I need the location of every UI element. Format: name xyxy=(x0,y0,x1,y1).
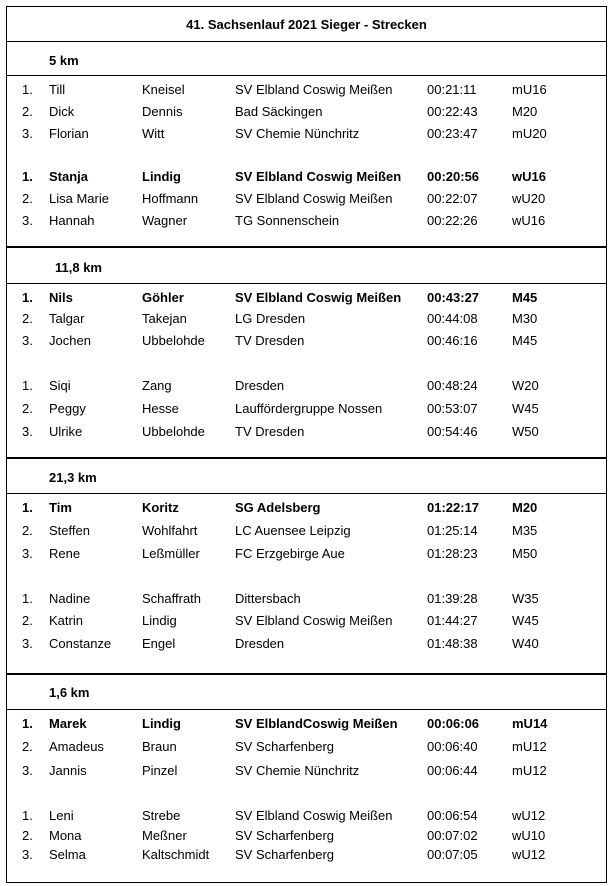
club-cell: TV Dresden xyxy=(235,424,305,439)
category-cell: W35 xyxy=(512,591,539,606)
table-row xyxy=(7,613,606,633)
document-title: 41. Sachsenlauf 2021 Sieger - Strecken xyxy=(186,17,427,32)
time-cell: 00:54:46 xyxy=(427,424,478,439)
time-cell: 00:46:16 xyxy=(427,333,478,348)
category-cell: mU12 xyxy=(512,763,547,778)
first-name-cell: Peggy xyxy=(49,401,86,416)
first-name-cell: Leni xyxy=(49,808,74,823)
table-row xyxy=(7,191,606,211)
time-cell: 01:48:38 xyxy=(427,636,478,651)
divider xyxy=(7,457,606,459)
last-name-cell: Braun xyxy=(142,739,177,754)
table-row xyxy=(7,636,606,656)
category-cell: M45 xyxy=(512,333,538,348)
section-heading: 21,3 km xyxy=(49,470,97,485)
table-row xyxy=(7,828,606,848)
first-name-cell: Ulrike xyxy=(49,424,83,439)
club-cell: SV Chemie Nünchritz xyxy=(235,763,360,778)
club-cell: Dresden xyxy=(235,378,285,393)
section-heading: 5 km xyxy=(49,53,79,68)
time-cell: 01:39:28 xyxy=(427,591,478,606)
divider xyxy=(7,709,606,710)
last-name-cell: Meßner xyxy=(142,828,187,843)
last-name-cell: Wagner xyxy=(142,213,188,228)
rank-cell: 3. xyxy=(22,126,33,141)
category-cell: W40 xyxy=(512,636,539,651)
club-cell: SV Elbland Coswig Meißen xyxy=(235,613,393,628)
time-cell: 00:06:44 xyxy=(427,763,478,778)
club-cell: SV Chemie Nünchritz xyxy=(235,126,360,141)
divider xyxy=(7,41,606,42)
last-name-cell: Dennis xyxy=(142,104,183,119)
table-row xyxy=(7,591,606,611)
time-cell: 00:53:07 xyxy=(427,401,478,416)
divider xyxy=(7,493,606,494)
category-cell: mU14 xyxy=(512,716,548,731)
table-row xyxy=(7,401,606,421)
time-cell: 00:07:05 xyxy=(427,847,478,862)
first-name-cell: Selma xyxy=(49,847,86,862)
time-cell: 00:22:07 xyxy=(427,191,478,206)
category-cell: mU20 xyxy=(512,126,547,141)
time-cell: 00:06:06 xyxy=(427,716,480,731)
table-row xyxy=(7,311,606,331)
club-cell: SV Scharfenberg xyxy=(235,739,335,754)
last-name-cell: Takejan xyxy=(142,311,187,326)
category-cell: wU16 xyxy=(512,169,546,184)
last-name-cell: Lindig xyxy=(142,169,181,184)
category-cell: M20 xyxy=(512,500,538,515)
rank-cell: 1. xyxy=(22,82,33,97)
table-row xyxy=(7,739,606,759)
club-cell: Bad Säckingen xyxy=(235,104,323,119)
time-cell: 01:22:17 xyxy=(427,500,480,515)
first-name-cell: Constanze xyxy=(49,636,112,651)
club-cell: SV Elbland Coswig Meißen xyxy=(235,169,402,184)
first-name-cell: Hannah xyxy=(49,213,95,228)
first-name-cell: Florian xyxy=(49,126,89,141)
table-row xyxy=(7,378,606,398)
time-cell: 00:48:24 xyxy=(427,378,478,393)
rank-cell: 3. xyxy=(22,636,33,651)
rank-cell: 3. xyxy=(22,546,33,561)
last-name-cell: Lindig xyxy=(142,716,181,731)
rank-cell: 1. xyxy=(22,591,33,606)
club-cell: FC Erzgebirge Aue xyxy=(235,546,345,561)
rank-cell: 1. xyxy=(22,378,33,393)
category-cell: wU20 xyxy=(512,191,546,206)
table-row xyxy=(7,716,606,736)
first-name-cell: Tim xyxy=(49,500,72,515)
time-cell: 00:43:27 xyxy=(427,290,480,305)
club-cell: SV Scharfenberg xyxy=(235,847,335,862)
club-cell: Dittersbach xyxy=(235,591,301,606)
rank-cell: 3. xyxy=(22,213,33,228)
table-row xyxy=(7,213,606,233)
last-name-cell: Hoffmann xyxy=(142,191,199,206)
divider xyxy=(7,673,606,675)
category-cell: wU12 xyxy=(512,808,546,823)
time-cell: 01:44:27 xyxy=(427,613,478,628)
club-cell: TV Dresden xyxy=(235,333,305,348)
last-name-cell: Hesse xyxy=(142,401,179,416)
last-name-cell: Koritz xyxy=(142,500,179,515)
time-cell: 01:25:14 xyxy=(427,523,478,538)
rank-cell: 1. xyxy=(22,716,33,731)
last-name-cell: Schaffrath xyxy=(142,591,202,606)
first-name-cell: Nils xyxy=(49,290,73,305)
first-name-cell: Mona xyxy=(49,828,82,843)
section-heading: 11,8 km xyxy=(55,260,102,275)
table-row xyxy=(7,290,606,310)
first-name-cell: Marek xyxy=(49,716,87,731)
divider xyxy=(7,75,606,76)
rank-cell: 3. xyxy=(22,763,33,778)
last-name-cell: Kneisel xyxy=(142,82,185,97)
table-row xyxy=(7,500,606,520)
rank-cell: 3. xyxy=(22,847,33,862)
time-cell: 00:06:40 xyxy=(427,739,478,754)
divider xyxy=(7,246,606,248)
first-name-cell: Till xyxy=(49,82,66,97)
table-row xyxy=(7,847,606,867)
rank-cell: 2. xyxy=(22,401,33,416)
last-name-cell: Kaltschmidt xyxy=(142,847,210,862)
last-name-cell: Leßmüller xyxy=(142,546,200,561)
time-cell: 00:22:43 xyxy=(427,104,478,119)
rank-cell: 3. xyxy=(22,424,33,439)
table-row xyxy=(7,546,606,566)
club-cell: TG Sonnenschein xyxy=(235,213,340,228)
club-cell: SV Elbland Coswig Meißen xyxy=(235,191,393,206)
results-sheet xyxy=(6,6,607,883)
time-cell: 00:20:56 xyxy=(427,169,480,184)
table-row xyxy=(7,333,606,353)
first-name-cell: Dick xyxy=(49,104,75,119)
rank-cell: 1. xyxy=(22,290,33,305)
time-cell: 00:06:54 xyxy=(427,808,478,823)
last-name-cell: Lindig xyxy=(142,613,177,628)
table-row xyxy=(7,104,606,124)
rank-cell: 1. xyxy=(22,808,33,823)
time-cell: 00:21:11 xyxy=(427,82,477,97)
time-cell: 00:23:47 xyxy=(427,126,478,141)
table-row xyxy=(7,169,606,189)
club-cell: SV ElblandCoswig Meißen xyxy=(235,716,398,731)
club-cell: LG Dresden xyxy=(235,311,306,326)
first-name-cell: Jochen xyxy=(49,333,91,348)
section-heading: 1,6 km xyxy=(49,685,90,700)
club-cell: SV Elbland Coswig Meißen xyxy=(235,290,402,305)
category-cell: mU12 xyxy=(512,739,547,754)
last-name-cell: Ubbelohde xyxy=(142,333,205,348)
category-cell: mU16 xyxy=(512,82,547,97)
table-row xyxy=(7,126,606,146)
category-cell: wU12 xyxy=(512,847,546,862)
last-name-cell: Strebe xyxy=(142,808,181,823)
category-cell: M45 xyxy=(512,290,538,305)
rank-cell: 2. xyxy=(22,523,33,538)
last-name-cell: Pinzel xyxy=(142,763,178,778)
last-name-cell: Zang xyxy=(142,378,172,393)
category-cell: M30 xyxy=(512,311,538,326)
category-cell: M50 xyxy=(512,546,538,561)
category-cell: W20 xyxy=(512,378,539,393)
rank-cell: 2. xyxy=(22,613,33,628)
first-name-cell: Steffen xyxy=(49,523,90,538)
first-name-cell: Amadeus xyxy=(49,739,104,754)
time-cell: 00:44:08 xyxy=(427,311,478,326)
rank-cell: 2. xyxy=(22,828,33,843)
first-name-cell: Nadine xyxy=(49,591,91,606)
divider xyxy=(7,283,606,284)
category-cell: W45 xyxy=(512,401,539,416)
table-row xyxy=(7,82,606,102)
category-cell: wU10 xyxy=(512,828,546,843)
rank-cell: 3. xyxy=(22,333,33,348)
table-row xyxy=(7,523,606,543)
first-name-cell: Stanja xyxy=(49,169,89,184)
category-cell: W45 xyxy=(512,613,539,628)
table-row xyxy=(7,808,606,828)
time-cell: 00:07:02 xyxy=(427,828,478,843)
club-cell: SV Elbland Coswig Meißen xyxy=(235,808,393,823)
category-cell: W50 xyxy=(512,424,539,439)
first-name-cell: Jannis xyxy=(49,763,87,778)
last-name-cell: Engel xyxy=(142,636,176,651)
last-name-cell: Wohlfahrt xyxy=(142,523,198,538)
club-cell: SG Adelsberg xyxy=(235,500,321,515)
time-cell: 01:28:23 xyxy=(427,546,478,561)
club-cell: SV Scharfenberg xyxy=(235,828,335,843)
club-cell: SV Elbland Coswig Meißen xyxy=(235,82,393,97)
club-cell: Lauffördergruppe Nossen xyxy=(235,401,383,416)
category-cell: M35 xyxy=(512,523,538,538)
club-cell: LC Auensee Leipzig xyxy=(235,523,351,538)
table-row xyxy=(7,763,606,783)
rank-cell: 1. xyxy=(22,500,33,515)
rank-cell: 2. xyxy=(22,739,33,754)
table-row xyxy=(7,424,606,444)
last-name-cell: Göhler xyxy=(142,290,184,305)
category-cell: wU16 xyxy=(512,213,546,228)
time-cell: 00:22:26 xyxy=(427,213,478,228)
rank-cell: 2. xyxy=(22,191,33,206)
last-name-cell: Ubbelohde xyxy=(142,424,205,439)
first-name-cell: Katrin xyxy=(49,613,83,628)
first-name-cell: Rene xyxy=(49,546,81,561)
club-cell: Dresden xyxy=(235,636,285,651)
first-name-cell: Lisa Marie xyxy=(49,191,109,206)
rank-cell: 2. xyxy=(22,311,33,326)
category-cell: M20 xyxy=(512,104,538,119)
rank-cell: 2. xyxy=(22,104,33,119)
first-name-cell: Siqi xyxy=(49,378,71,393)
last-name-cell: Witt xyxy=(142,126,165,141)
first-name-cell: Talgar xyxy=(49,311,85,326)
rank-cell: 1. xyxy=(22,169,33,184)
